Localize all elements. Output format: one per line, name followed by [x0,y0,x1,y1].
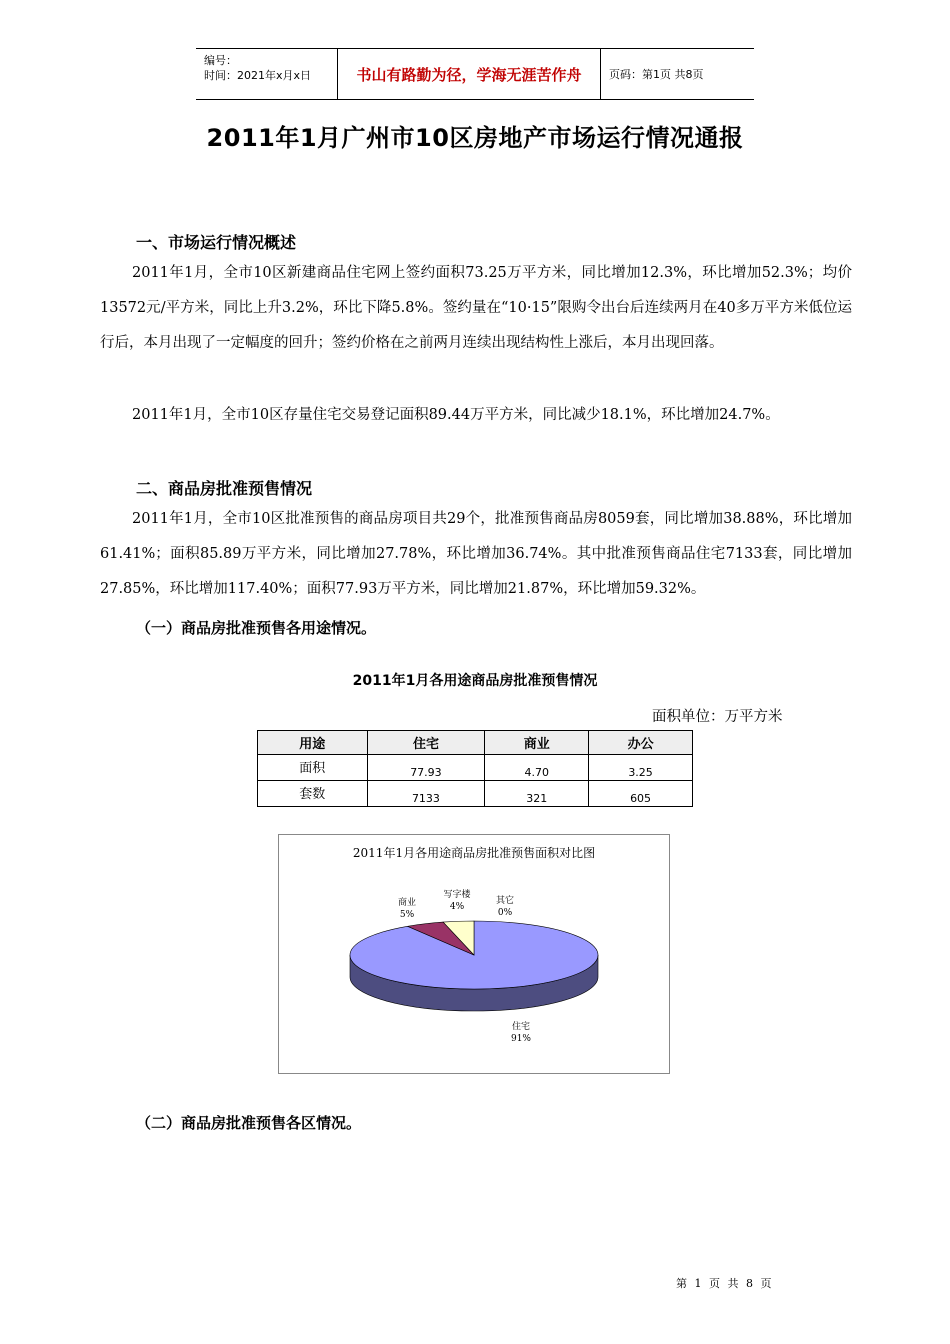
page-footer: 第 1 页 共 8 页 [676,1277,774,1290]
pie-label-value: 91% [510,1034,532,1044]
chart-title: 2011年1月各用途商品房批准预售面积对比图 [352,846,596,860]
section2-paragraph-1: 2011年1月，全市10区批准预售的商品房项目共29个，批准预售商品房8059套，同比增加38.88%，环比增加61.41%；面积85.89万平方米，同比增加27.78%，环比增加36.74%。其中批准预售商品住宅7133套，同比增加27.85%，环比增加117.40%；面积77.93万平方米，同比增加21.87%，环比增加59.32%。 [100,511,852,597]
header-date: 时间：2021年x月x日 [204,69,312,82]
table-cell: 套数 [258,781,368,807]
table-row [258,781,693,807]
section2-heading: 二、商品房批准预售情况 [136,479,313,498]
table-caption: 2011年1月各用途商品房批准预售情况 [352,673,598,689]
table-header-cell: 住宅 [367,731,485,755]
table-header-cell: 商业 [485,731,589,755]
pie-label-name: 住宅 [511,1022,531,1032]
table-cell: 面积 [258,755,368,781]
pie-label-value: 4% [449,902,465,912]
header-page: 页码：第1页 共8页 [609,68,704,81]
section1-paragraph-1: 2011年1月，全市10区新建商品住宅网上签约面积73.25万平方米，同比增加12.3%，环比增加52.3%；均价13572元/平方米，同比上升3.2%，环比下降5.8%。签约量在“10·15”限购令出台后连续两月在40多万平方米低位运行后，本月出现了一定幅度的回升；签约价格在之前两月连续出现结构性上涨后，本月出现回落。 [100,265,852,351]
pie-label-name: 商业 [397,898,417,908]
pie-label-name: 其它 [495,896,515,906]
table-cell: 3.25 [589,755,693,781]
subsection-district-heading: （二）商品房批准预售各区情况。 [136,1114,362,1132]
table-header-row [258,731,693,755]
table-row [258,755,693,781]
table-cell: 7133 [367,781,485,807]
header-motto: 书山有路勤为径，学海无涯苦作舟 [338,49,601,99]
table-cell: 4.70 [485,755,589,781]
table-cell: 77.93 [367,755,485,781]
page-header [196,48,754,100]
header-meta [196,49,338,99]
table-unit: 面积单位：万平方米 [652,709,783,725]
table-cell: 321 [485,781,589,807]
header-number: 编号： [204,54,237,67]
pie-label-value: 5% [399,910,415,920]
document-title: 2011年1月广州市10区房地产市场运行情况通报 [206,124,744,152]
pie-chart-svg [279,835,669,1073]
table-cell: 605 [589,781,693,807]
table-header-cell: 用途 [258,731,368,755]
usage-table [257,730,693,807]
pie-chart [278,834,670,1074]
pie-label-value: 0% [497,908,513,918]
section1-paragraph-2: 2011年1月，全市10区存量住宅交易登记面积89.44万平方米，同比减少18.1%，环比增加24.7%。 [132,407,780,423]
section1-heading: 一、市场运行情况概述 [136,233,297,252]
table-header-cell: 办公 [589,731,693,755]
subsection-usage-heading: （一）商品房批准预售各用途情况。 [136,619,377,637]
pie-label-name: 写字楼 [443,890,471,900]
